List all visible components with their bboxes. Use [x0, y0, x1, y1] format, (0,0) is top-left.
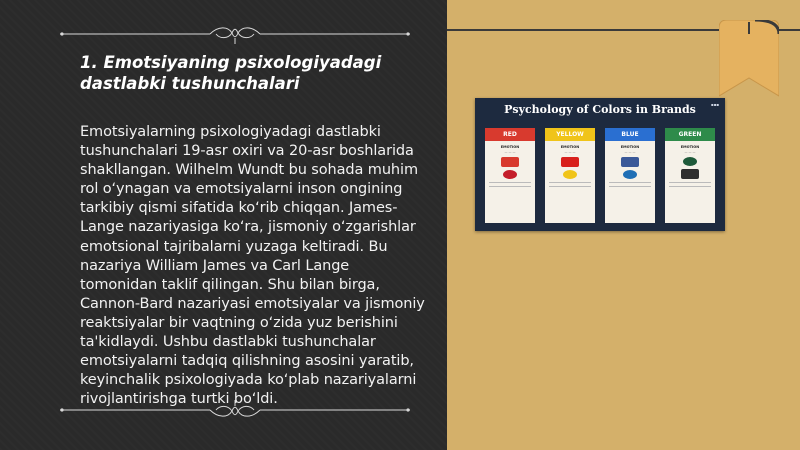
brand-logo-icon — [561, 157, 579, 167]
column-emotion: EMOTION — [620, 145, 640, 149]
slide-body-text: Emotsiyalarning psixologiyadagi dastlabki tushunchalari 19-asr oxiri va 20-asr boshlarida shakllangan. Wilhelm Wundt bu sohada muhim rol o‘ynagan va emotsiyalarni inson ongining tarkibiy qismi sifatida ko‘rib chiqqan. James-Lange nazariyasiga ko‘ra, jismoniy o‘zgarishlar emotsional tajribalarni yuzaga keltiradi. Bu nazariya William James va Carl Lange tomonidan taklif qilingan. Shu bilan birga, Cannon-Bard nazariyasi emotsiyalar va jismoniy reaktsiyalar bir vaqtning o‘zida yuz berishini ta'kidlaydi. Ushbu dastlabki tushunchalar emotsiyalarni tadqiq qilishning asosini yaratib, keyinchalik psixologiyada ko‘plab nazariyalarni rivojlantirishga turtki bo‘ldi. — [80, 124, 425, 408]
column-words-placeholder: — — — — [684, 150, 696, 154]
brand-logo-icon — [501, 157, 519, 167]
column-emotion: EMOTION — [560, 145, 580, 149]
column-emotion: EMOTION — [500, 145, 520, 149]
column-divider — [609, 182, 651, 183]
brand-logo-icon — [503, 170, 517, 179]
column-label: RED — [485, 128, 535, 141]
column-words-placeholder: — — — — [564, 150, 576, 154]
brand-logo-icon — [681, 169, 699, 179]
slide-title-line1: 1. Emotsiyaning psixologiyadagi — [80, 53, 382, 72]
column-divider — [609, 186, 651, 187]
infographic-title: Psychology of Colors in Brands — [504, 103, 696, 116]
brand-logo-icon — [623, 170, 637, 179]
infographic-brand-mark: ▪▪▪ — [710, 102, 719, 107]
column-divider — [549, 186, 591, 187]
column-label: YELLOW — [545, 128, 595, 141]
top-ornament-icon — [60, 24, 410, 44]
slide-title — [80, 52, 420, 94]
infographic-column-blue — [605, 128, 655, 223]
brand-logo-icon — [683, 157, 697, 166]
column-label: BLUE — [605, 128, 655, 141]
column-words-placeholder: — — — — [624, 150, 636, 154]
infographic-column-yellow — [545, 128, 595, 223]
column-label: GREEN — [665, 128, 715, 141]
bottom-ornament-icon — [60, 400, 410, 420]
slide-title-line2: dastlabki tushunchalari — [80, 74, 300, 93]
brand-colors-infographic — [475, 98, 725, 231]
bookmark-ribbon-icon — [719, 20, 779, 100]
brand-logo-icon — [621, 157, 639, 167]
column-divider — [669, 182, 711, 183]
column-divider — [489, 182, 531, 183]
column-divider — [549, 182, 591, 183]
column-words-placeholder: — — — — [504, 150, 516, 154]
column-divider — [489, 186, 531, 187]
infographic-column-green — [665, 128, 715, 223]
column-emotion: EMOTION — [680, 145, 700, 149]
infographic-column-red — [485, 128, 535, 223]
column-divider — [669, 186, 711, 187]
brand-logo-icon — [563, 170, 577, 179]
